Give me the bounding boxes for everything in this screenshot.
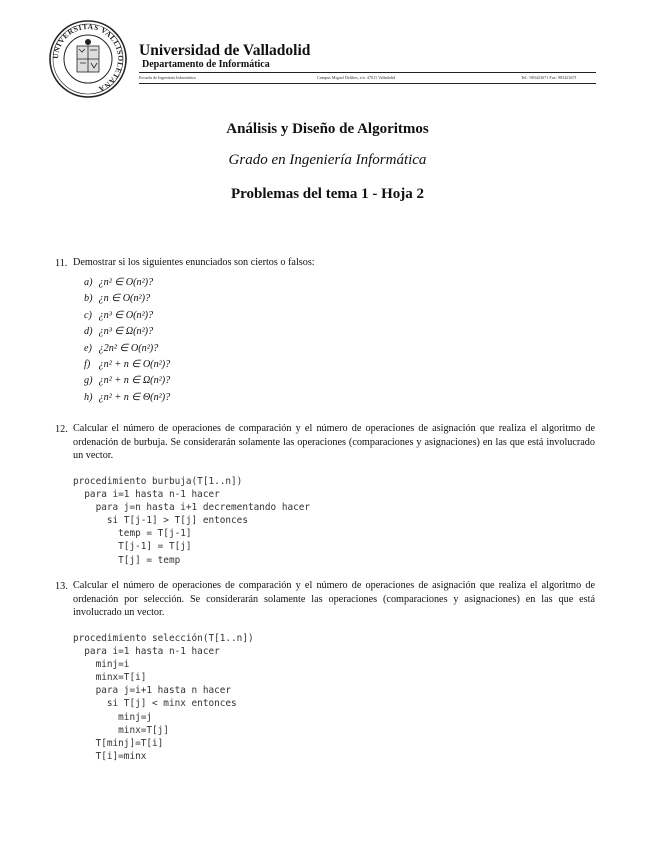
problem-11-number: 11.: [55, 258, 68, 269]
address-phone: Tel.: 983423671 Fax: 983423671: [521, 75, 577, 80]
svg-text:UNIVERSITAS VALLISOLETANA: UNIVERSITAS VALLISOLETANA: [50, 21, 126, 94]
list-item: d) ¿n³ ∈ Ω(n²)?: [84, 326, 154, 338]
problem-13-number: 13.: [55, 581, 68, 592]
list-item: a) ¿n² ∈ O(n²)?: [84, 277, 154, 288]
address-campus: Campus Miguel Delibes, s/n. 47011 Valladolid: [317, 75, 396, 80]
list-item: e) ¿2n² ∈ O(n²)?: [84, 342, 159, 354]
header-rule-bottom: [139, 83, 596, 84]
degree-subtitle: Grado en Ingeniería Informática: [228, 152, 427, 168]
address-school: Escuela de Ingeniería Informática: [139, 75, 196, 80]
list-item: b) ¿n ∈ O(n²)?: [84, 293, 151, 305]
sheet-title: Problemas del tema 1 - Hoja 2: [230, 186, 425, 202]
problem-12-text: Calcular el número de operaciones de comparación y el número de operaciones de asignación que realiza el algoritmo de ordenación de burbuja. Se considerarán solamente las operaciones (comparaciones y asignaciones) en las que está involucrado un vector.: [73, 423, 595, 462]
university-seal-logo: [48, 20, 128, 98]
department-name: Departamento de Informática: [142, 59, 270, 70]
problem-12-number: 12.: [55, 424, 68, 435]
university-name: Universidad de Valladolid: [139, 42, 311, 59]
list-item: f) ¿n² + n ∈ O(n²)?: [84, 358, 171, 370]
course-title: Análisis y Diseño de Algoritmos: [226, 121, 429, 137]
list-item: g) ¿n² + n ∈ Ω(n²)?: [84, 375, 171, 387]
header-rule-top: [139, 72, 596, 73]
problem-13-text: Calcular el número de operaciones de comparación y el número de operaciones de asignación que realiza el algoritmo de ordenación por selección. Se considerarán solamente las operaciones (comparaciones y asignaciones) en las que está involucrado un vector.: [73, 580, 595, 619]
problem-12-code: procedimiento burbuja(T[1..n]) para i=1 hasta n-1 hacer para j=n hasta i+1 decrementando hacer si T[j-1] > T[j] entonces temp = T[j-1] T[j-1] = T[j] T[j] = temp: [73, 476, 311, 566]
problem-11-items: [84, 275, 170, 406]
list-item: h) ¿n² + n ∈ Θ(n²)?: [84, 391, 171, 403]
problem-13-code: procedimiento selección(T[1..n]) para i=1 hasta n-1 hacer minj=i minx=T[i] para j=i+1 hasta n hacer si T[j] < minx entonces minj=j minx=T[j] T[minj]=T[i] T[i]=minx: [73, 633, 254, 762]
list-item: c) ¿n³ ∈ O(n²)?: [84, 309, 154, 321]
problem-11-text: Demostrar si los siguientes enunciados son ciertos o falsos:: [73, 257, 315, 268]
